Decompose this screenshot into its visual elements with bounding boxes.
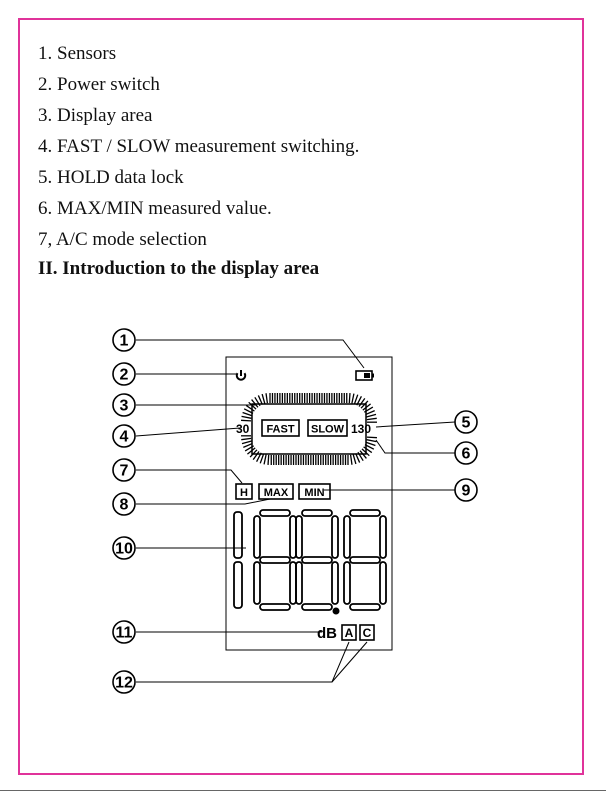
list-item: 4. FAST / SLOW measurement switching.: [38, 136, 360, 157]
power-icon: [237, 370, 245, 380]
min-label: MIN: [304, 487, 325, 499]
callout-8: [113, 493, 135, 515]
section-heading: II. Introduction to the display area: [38, 258, 320, 279]
callout-1: [113, 329, 135, 351]
mode-c-label: C: [362, 626, 372, 640]
svg-text:2: 2: [119, 366, 129, 384]
mode-a-label: A: [344, 626, 354, 640]
callout-5: [455, 411, 477, 433]
range-low-label: 30: [236, 422, 250, 436]
lcd-digits: [234, 510, 386, 610]
fast-label: FAST: [266, 423, 295, 436]
lcd-digit: [296, 510, 338, 610]
slow-label: SLOW: [311, 423, 344, 436]
callout-11: [113, 621, 135, 643]
svg-text:5: 5: [461, 414, 471, 432]
decimal-point: [333, 608, 340, 615]
svg-text:11: 11: [115, 624, 133, 642]
list-item: 7, A/C mode selection: [38, 229, 207, 250]
svg-text:6: 6: [461, 445, 471, 463]
callout-6: [455, 442, 477, 464]
svg-text:4: 4: [119, 428, 129, 446]
lcd-digit: [234, 512, 242, 608]
svg-text:1: 1: [119, 332, 129, 350]
list-item: 1. Sensors: [38, 43, 117, 64]
range-high-label: 130: [351, 422, 372, 436]
callout-4: [113, 425, 135, 447]
list-item: 6. MAX/MIN measured value.: [38, 198, 272, 219]
lcd-digit: [254, 510, 296, 610]
list-item: 5. HOLD data lock: [38, 167, 184, 188]
callout-10: [113, 537, 135, 559]
svg-text:10: 10: [115, 540, 133, 558]
hold-label: H: [240, 487, 248, 499]
svg-text:8: 8: [119, 496, 129, 514]
callout-2: [113, 363, 135, 385]
unit-label: dB: [317, 625, 337, 642]
svg-text:3: 3: [119, 397, 129, 415]
svg-text:7: 7: [119, 462, 129, 480]
lcd-digit: [344, 510, 386, 610]
callout-markers: [113, 329, 477, 693]
svg-text:9: 9: [461, 482, 471, 500]
battery-icon: [356, 371, 374, 380]
list-item: 3. Display area: [38, 105, 153, 126]
callout-7: [113, 459, 135, 481]
callout-12: [113, 671, 135, 693]
list-item: 2. Power switch: [38, 74, 160, 95]
callout-9: [455, 479, 477, 501]
leader-lines: [136, 340, 455, 682]
max-label: MAX: [263, 487, 289, 499]
svg-text:12: 12: [115, 674, 133, 692]
callout-3: [113, 394, 135, 416]
